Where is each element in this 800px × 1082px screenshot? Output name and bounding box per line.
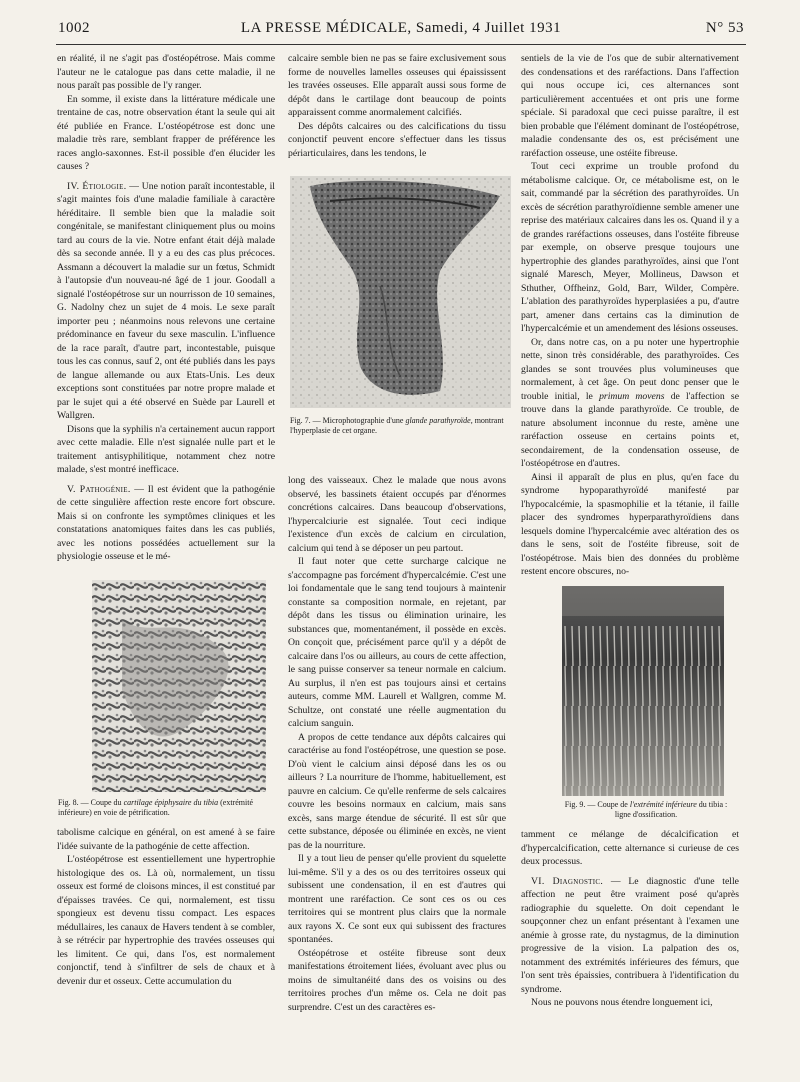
figure-8-micrograph bbox=[92, 580, 266, 792]
caption-text: du tibia : ligne d'ossification. bbox=[614, 800, 728, 819]
paragraph: en réalité, il ne s'agit pas d'ostéopétrose. Mais comme l'auteur ne le catalogue pas dans cette maladie, il ne nous paraît pas possible de l'y ranger. bbox=[57, 53, 275, 91]
caption-text: (extrémité inférieure) en voie de pétrification. bbox=[58, 798, 254, 817]
page-header bbox=[58, 20, 744, 40]
paragraph: Disons que la syphilis n'a certainement aucun rapport avec cette maladie. Elle n'est signalée nulle part et le traitement antisyphilitique, notamment chez notre malade, s'est montré inefficace. bbox=[57, 423, 275, 475]
caption-italic: l'extrémité inférieure bbox=[629, 800, 697, 809]
paragraph: tabolisme calcique en général, on est amené à se faire l'idée suivante de la pathogénie de cette affection. bbox=[57, 827, 275, 852]
column-1 bbox=[57, 52, 275, 564]
caption-text: Fig. 8. — Coupe du bbox=[58, 798, 124, 807]
caption-text: Fig. 9. — Coupe de bbox=[564, 800, 630, 809]
issue-number: N° 53 bbox=[705, 20, 744, 36]
paragraph-part: Or, dans notre cas, on a pu noter une hypertrophie nette, sinon très considérable, des parathyroïdes. Ces glandes se sont trouvées plus volumineuses que normalement, à cet âge. On peut donc penser que le trouble initial, le bbox=[521, 336, 739, 402]
figure-7-caption bbox=[290, 416, 510, 436]
paragraph: long des vaisseaux. Chez le malade que nous avons observé, les bassinets étaient occupés par d'énormes concrétions calcaires. Dans beaucoup d'observations, l'hypercalciurie est signalée. Tout ceci indique l'existence d'un excès de calcium en circulation, calcium qui tend à se déposer un peu partout. bbox=[288, 475, 506, 554]
paragraph: Des dépôts calcaires ou des calcifications du tissu conjonctif peuvent encore s'effectuer dans les tissus périarticulaires, dans les tendons, le bbox=[288, 120, 506, 159]
paragraph: tamment ce mélange de décalcification et d'hypercalcification, cette alternance si curieuse de ces deux processus. bbox=[521, 829, 739, 867]
paragraph-primum-movens bbox=[521, 336, 739, 471]
italic-term: primum movens bbox=[599, 390, 665, 402]
paragraph: Il faut noter que cette surcharge calcique ne s'accompagne pas forcément d'hypercalcémie. C'est une loi fondamentale que le sang tend toujours à maintenir constante sa composition normale, en rejetant, par dépôt dans les tissus ou élimination urinaire, les substances que, momentanément, il possède en excès. On conçoit que, précisément parce qu'il y a dépôt de calcaire dans l'os ou ailleurs, au cours de cette affection, le sang puisse conserver sa teneur normale en calcium. Au surplus, il n'en est pas toujours ainsi et certains auteurs, comme MM. Laurell et Wallgren, comme M. Schultze, ont constaté une réelle augmentation du calcium sanguin. bbox=[288, 556, 506, 729]
paragraph: Il y a tout lieu de penser qu'elle provient du squelette lui-même. S'il y a des os ou des territoires osseux qui subissent une condensation, il en est d'autres qui montrent une raréfaction. Ce sont ces os ou ces territoires qui se montrent plus clairs que la normale aux rayons X. Ce sont eux qui subissent des fractures spontanées. bbox=[288, 853, 506, 945]
header-rule bbox=[56, 44, 746, 45]
paragraph: — Il est évident que la pathogénie de cette singulière affection reste encore fort obscure. Mais si on confronte les symptômes cliniques et les constatations anatomiques faites dans les cas publiés, avec les notions possédées actuellement sur la physiologie osseuse et le mé- bbox=[57, 483, 275, 562]
column-3-lower bbox=[521, 828, 739, 1010]
paragraph: Nous ne pouvons nous étendre longuement ici, bbox=[531, 997, 713, 1008]
paragraph: — Le diagnostic d'une telle affection ne peut être vraiment posé qu'après radiographie du squelette. On doit cependant le soupçonner chez un enfant présentant à l'examen une anémie à grosse rate, du nystagmus, de la diminution progressive de la vision. La palpation des os, notamment des extrémités inférieures des fémurs, que l'on sent très épaissies, contribuera à l'identification du syndrome. bbox=[521, 875, 739, 995]
caption-italic: glande parathyroïde bbox=[405, 416, 471, 425]
paragraph: sentiels de la vie de l'os que de subir alternativement des condensations et des raréfactions. Dans l'affection qui nous occupe ici, ces alternances sont particulièrement accentuées et ont pris une forme spéciale. Si paradoxal que ceci puisse paraître, il est bien probable que l'élément dominant de l'ostéopétrose, maladie condensante des os, est précisément une raréfaction osseuse, une ostéite fibreuse. bbox=[521, 53, 739, 159]
figure-9-micrograph bbox=[562, 586, 724, 796]
column-2 bbox=[288, 52, 506, 160]
caption-text: Fig. 7. — Microphotographie d'une bbox=[290, 416, 406, 425]
column-2-lower bbox=[288, 474, 506, 1014]
figure-7-micrograph bbox=[290, 176, 511, 408]
column-1-lower bbox=[57, 826, 275, 988]
figure-9-caption bbox=[556, 800, 736, 820]
paragraph: A propos de cette tendance aux dépôts calcaires qui caractérise au fond l'ostéopétrose, une question se pose. D'où vient le calcium ainsi déposé dans les os ou ailleurs ? La nourriture de l'homme, habituellement, est pauvre en calcium. Ce qu'elle renferme de sels calcaires couvre les besoins normaux en calcium, mais sans excès, sans marge étendue de sécurité. Il est sûr que cette substance, déposée ou éliminée en excès, ne vient pas de la nourriture. bbox=[288, 731, 506, 851]
paragraph: Ostéopétrose et ostéite fibreuse sont deux manifestations étroitement liées, évoluant avec plus ou moins de simultanéité dans des os voisins ou des territoires proches d'un même os. Cela ne doit pas surprendre. C'est un des caractères es- bbox=[288, 947, 506, 1013]
caption-text: , montrant l'hyperplasie de cet organe. bbox=[290, 416, 504, 435]
paragraph-part: de l'affection se trouve dans la glande parathyroïde. Ce trouble, de nature absolument inconnue du reste, amène une raréfaction osseuse en certains points et, secondairement, de la condensation osseuse, de l'ostéopétrose en d'autres. bbox=[521, 390, 739, 469]
paragraph: — Une notion paraît incontestable, il s'agit maintes fois d'une maladie familiale à caractère héréditaire. Il semble bien que la maladie soit congénitale, se manifestant cliniquement plus ou moins tard au cours de la vie. Notre enfant était déjà malade dès sa seconde année. Il y a eu des cas plus précoces. Assmann a découvert la maladie sur un fœtus, Schmidt à l'autopsie d'un nouveau-né âgé de 1 jour. Goodall a signalé l'ostéopétrose sur un nourrisson de 10 semaines, G. Nadolny chez un sujet de 4 mois. Le sexe paraît importer peu ; néanmoins nous relevons une certaine prédominance en faveur du sexe masculin. L'influence de la race paraît, d'autre part, incontestable, puisque tous les cas connus, sauf 2, ont été publiés dans les pays de langue allemande ou aux Etats-Unis. Les deux exceptions sont constituées par notre propre malade et par le sujet qui a été observé en Suède par Laurell et Wallgren. bbox=[57, 180, 275, 421]
section-heading: IV. Étiologie. bbox=[67, 180, 127, 192]
pathogenie-section bbox=[57, 483, 275, 564]
paragraph: Tout ceci exprime un trouble profond du métabolisme calcique. Or, ce métabolisme est, on le sait, commandé par la sécrétion des parathyroïdes. Un excès de sécrétion parathyroïdienne semble amener une reprise des matériaux calcaires dans les os. Quand il y a de grandes raréfactions osseuses, dans l'ostéite fibreuse par exemple, on observe presque toujours une hypertrophie des glandes parathyroïdes, ainsi que l'ont signalé Maresch, Meyer, Mollineus, Dawson et Sthuther, Offheinz, Gold, Barr, Wilder, Compère. L'ablation des parathyroïdes hyperplasiées a pu, d'autre part, amener dans certains cas la diminution de l'hypercalcémie et un amendement des lésions osseuses. bbox=[521, 161, 739, 334]
micrograph-cartilage-image bbox=[92, 580, 266, 792]
caption-italic: cartilage épiphysaire du tibia bbox=[123, 798, 219, 807]
paragraph: L'ostéopétrose est essentiellement une hypertrophie histologique des os. Là où, normalement, un tissu osseux est formé de cloisons minces, il est constitué par d'épaisses travées. Ce qui, normalement, est tissu spongieux est devenu tissu compact. Les espaces médullaires, les canaux de Havers tendent à se combler, à se rétrécir par hypertrophie des travées osseuses qui les limitent. Ce qui, dans l'os, est normalement conjonctif, tend à s'infiltrer de sels de chaux et à devenir dur et osseux. Cette accumulation du bbox=[57, 854, 275, 987]
section-heading: VI. Diagnostic. bbox=[531, 875, 604, 887]
page-number: 1002 bbox=[58, 20, 90, 36]
section-heading: V. Pathogénie. bbox=[67, 483, 131, 495]
paragraph: calcaire semble bien ne pas se faire exclusivement sous forme de nouvelles lamelles osseuses qui épaississent les travées osseuses. Elle apparaît aussi sous forme de dépôt dans le cartilage dont beaucoup de points apparaissent comme anormalement calcifiés. bbox=[288, 53, 506, 118]
paragraph: Ainsi il apparaît de plus en plus, qu'en face du syndrome hypoparathyroïdé manifesté par l'hypocalcémie, la spasmophilie et la tétanie, il faille placer des syndromes hyperparathyroïdiens dans lesquels domine l'hypercalcémie avec altération des os dans le sens, soit de l'ostéite fibreuse, soit de l'ostéopétrose. Mais bien des données du problème restent encore obscures, no- bbox=[521, 471, 739, 577]
diagnostic-section bbox=[521, 875, 739, 997]
figure-8-caption bbox=[58, 798, 276, 818]
micrograph-parathyroid-image bbox=[290, 176, 511, 408]
micrograph-ossification-image bbox=[562, 586, 724, 796]
column-3 bbox=[521, 52, 739, 579]
journal-title: LA PRESSE MÉDICALE, Samedi, 4 Juillet 1931 bbox=[240, 20, 562, 36]
paragraph: En somme, il existe dans la littérature médicale une trentaine de cas, notre observation étant la seule qui ait été publiée en France. L'ostéopétrose est donc une maladie très rare, semblant frapper de préférence les races anglo-saxonnes. Est-il possible d'en élucider les causes ? bbox=[57, 93, 275, 172]
etiologie-section bbox=[57, 180, 275, 423]
